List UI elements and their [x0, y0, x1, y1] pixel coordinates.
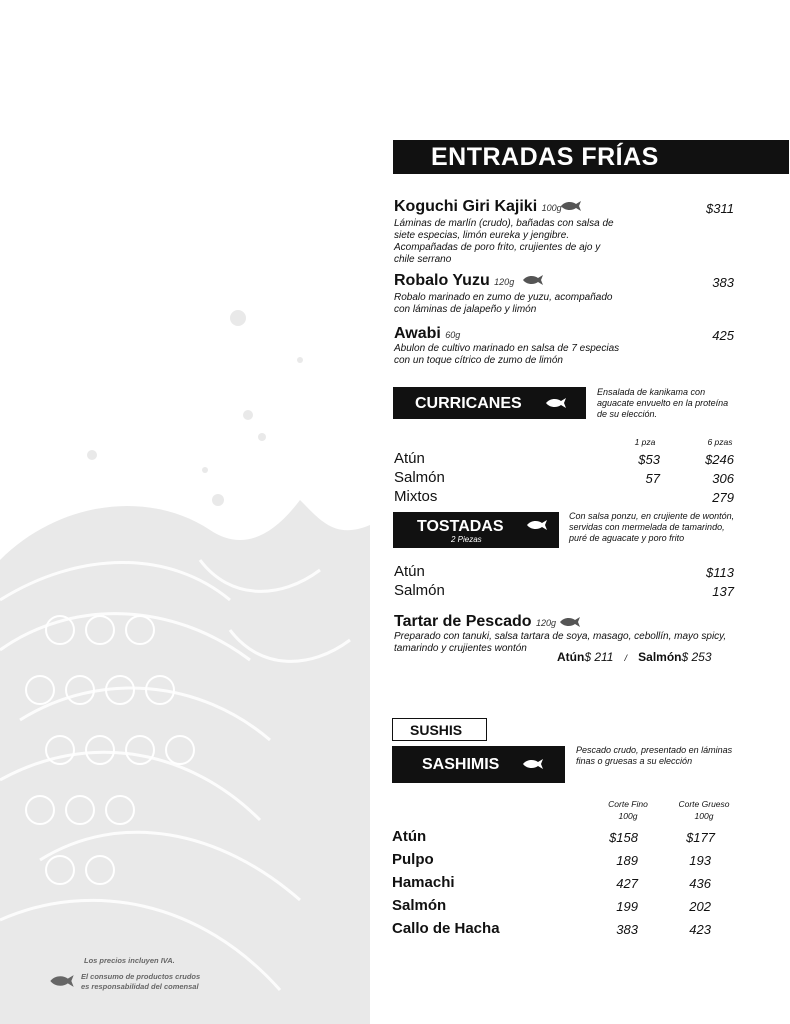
desc-line: Robalo marinado en zumo de yuzu, acompañado: [394, 292, 613, 303]
dish-weight: 120g: [536, 618, 557, 628]
dish-price: 383: [712, 275, 734, 290]
tostadas-table: [394, 563, 734, 601]
dish-name: Awabi: [394, 325, 441, 342]
dish-weight: 100g: [541, 203, 562, 213]
price: 137: [712, 584, 734, 599]
raw-warning: [81, 972, 200, 992]
fish-icon: [522, 758, 544, 770]
price-fino: 189: [616, 853, 638, 868]
col-head-line: 100g: [694, 811, 714, 821]
row-name: Atún: [392, 828, 427, 845]
desc-line: chile serrano: [394, 254, 452, 265]
sushis-box: [392, 718, 487, 741]
dish-name: Robalo Yuzu: [394, 272, 490, 289]
price-fino: 199: [616, 899, 638, 914]
table-row: [392, 897, 742, 920]
tostadas-description: [569, 511, 779, 544]
option-separator: /: [624, 653, 628, 663]
row-name: Hamachi: [392, 874, 455, 891]
row-name: Atún: [394, 450, 425, 467]
iva-note: Los precios incluyen IVA.: [84, 956, 175, 965]
fish-icon: [560, 200, 582, 212]
table-row: [394, 563, 734, 582]
row-name: Salmón: [394, 582, 445, 599]
price-fino: $158: [609, 830, 638, 845]
price-grueso: 193: [689, 853, 711, 868]
price-2: $246: [705, 452, 734, 467]
desc-line: Acompañadas de poro frito, crujientes de ajo y: [394, 242, 601, 253]
desc-line: de su elección.: [597, 409, 658, 419]
entradas-frias-header: [393, 140, 789, 174]
price-1: 57: [645, 471, 660, 486]
dish-name: Tartar de Pescado: [394, 613, 532, 630]
price-grueso: 202: [689, 899, 711, 914]
tartar-options: [557, 650, 712, 664]
sashimis-description: [576, 745, 776, 767]
desc-line: aguacate envuelto en la proteína: [597, 398, 729, 408]
row-name: Salmón: [392, 897, 447, 914]
desc-line: tamarindo y crujientes wontón: [394, 643, 527, 654]
price-1: $53: [638, 452, 660, 467]
option-name: Atún: [557, 650, 585, 664]
price-grueso: 436: [689, 876, 711, 891]
option-price: $ 253: [681, 650, 712, 664]
curricanes-header: [393, 387, 586, 419]
dish-price: 425: [712, 328, 734, 343]
price: $113: [706, 565, 734, 580]
row-name: Atún: [394, 563, 425, 580]
table-row: [394, 582, 734, 601]
row-name: Callo de Hacha: [392, 920, 500, 937]
sashimis-table: [392, 828, 742, 943]
price-grueso: 423: [689, 922, 711, 937]
col-head-6pzas: 6 pzas: [707, 437, 733, 447]
desc-line: con un toque cítrico de zumo de limón: [394, 355, 563, 366]
fish-icon: [559, 616, 581, 628]
col-head-corte-grueso: [669, 798, 739, 822]
price-2: 306: [712, 471, 734, 486]
desc-line: Ensalada de kanikama con: [597, 387, 706, 397]
fish-icon: [526, 519, 548, 531]
col-head-corte-fino: [597, 798, 659, 822]
desc-line: finas o gruesas a su elección: [576, 756, 693, 766]
curricanes-description: [597, 387, 777, 420]
table-row: [392, 851, 742, 874]
table-row: [394, 469, 734, 488]
tostadas-label: TOSTADAS: [417, 518, 504, 535]
menu-item-tartar: [394, 613, 739, 655]
sashimis-header: [392, 746, 565, 783]
option-price: $ 211: [584, 650, 614, 664]
desc-line: siete especias, limón eureka y jengibre.: [394, 230, 570, 241]
warning-line: es responsabilidad del comensal: [81, 982, 199, 991]
desc-line: servidas con mermelada de tamarindo,: [569, 522, 725, 532]
fish-icon: [522, 274, 544, 286]
price-2: 279: [712, 490, 734, 505]
dish-name: Koguchi Giri Kajiki: [394, 198, 538, 215]
table-row: [394, 488, 734, 507]
wave-background-art: [0, 300, 370, 1024]
table-row: [392, 874, 742, 897]
tostadas-header: [393, 512, 559, 548]
table-row: [392, 920, 742, 943]
price-grueso: $177: [686, 830, 715, 845]
tostadas-sub: 2 Piezas: [451, 535, 482, 544]
desc-line: Abulon de cultivo marinado en salsa de 7 especias: [394, 343, 620, 354]
row-name: Mixtos: [394, 488, 438, 505]
desc-line: Pescado crudo, presentado en láminas: [576, 745, 733, 755]
price-fino: 427: [616, 876, 638, 891]
price-fino: 383: [616, 922, 638, 937]
entradas-frias-title: ENTRADAS FRÍAS: [431, 143, 659, 171]
warning-line: El consumo de productos crudos: [81, 972, 201, 981]
row-name: Salmón: [394, 469, 445, 486]
col-head-1pza: 1 pza: [634, 437, 656, 447]
fish-icon: [545, 397, 567, 409]
option-name: Salmón: [638, 650, 682, 664]
col-head-line: Corte Grueso: [678, 799, 730, 809]
dish-weight: 120g: [494, 277, 515, 287]
row-name: Pulpo: [392, 851, 434, 868]
curricanes-table: [394, 450, 734, 507]
table-row: [394, 450, 734, 469]
fish-icon: [48, 974, 76, 988]
desc-line: Preparado con tanuki, salsa tartara de soya, masago, cebollín, mayo spicy,: [394, 631, 727, 642]
dish-weight: 60g: [445, 330, 461, 340]
dish-price: $311: [706, 201, 734, 216]
sushis-label: SUSHIS: [410, 722, 463, 738]
desc-line: puré de aguacate y poro frito: [569, 533, 685, 543]
table-row: [392, 828, 742, 851]
menu-item-robalo: [394, 272, 734, 316]
col-head-line: 100g: [618, 811, 638, 821]
menu-item-awabi: [394, 325, 734, 367]
desc-line: con láminas de jalapeño y limón: [394, 304, 537, 315]
desc-line: Láminas de marlín (crudo), bañadas con salsa de: [394, 218, 614, 229]
menu-item-koguchi: [394, 198, 734, 266]
col-head-line: Corte Fino: [608, 799, 648, 809]
curricanes-label: CURRICANES: [415, 395, 522, 412]
desc-line: Con salsa ponzu, en crujiente de wontón,: [569, 511, 735, 521]
sashimis-label: SASHIMIS: [422, 756, 500, 773]
